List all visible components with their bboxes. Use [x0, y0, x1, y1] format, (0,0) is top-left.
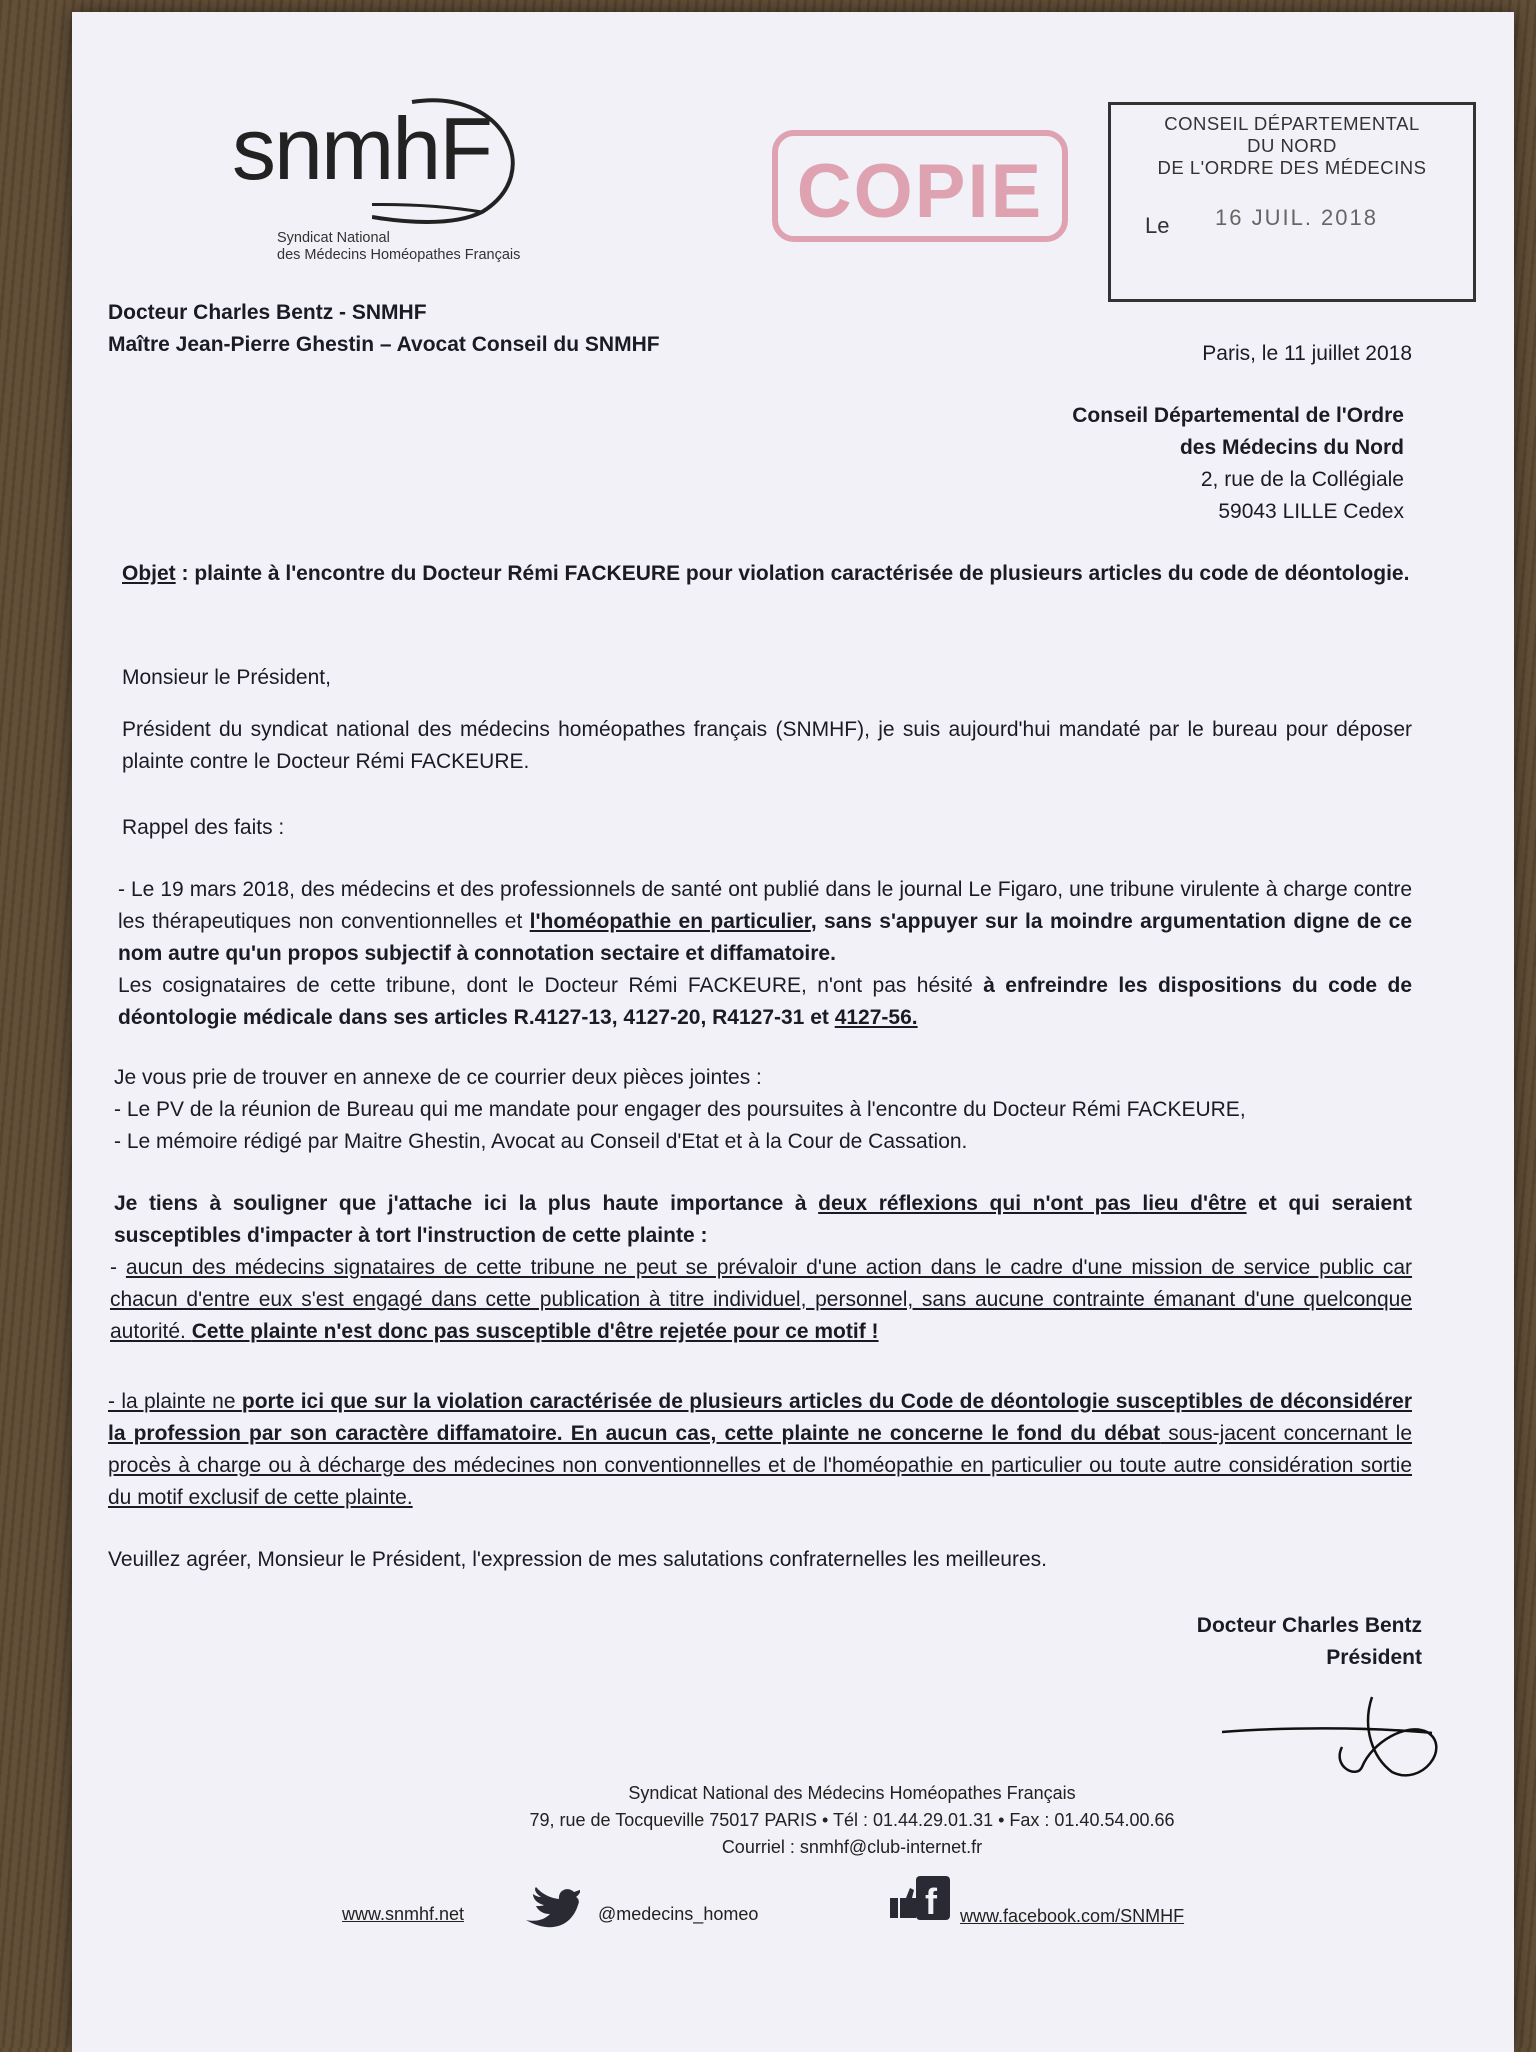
facts-paragraph-1: [118, 874, 1412, 970]
signature-name: Docteur Charles Bentz: [1196, 1614, 1422, 1637]
facebook-like-icon: [888, 1874, 954, 1926]
facebook-link[interactable]: www.facebook.com/SNMHF: [960, 1906, 1185, 1926]
annex-block: [114, 1062, 1414, 1158]
footer-org: Syndicat National des Médecins Homéopathes Français: [628, 1783, 1076, 1803]
received-stamp-line-2: DU NORD: [1247, 135, 1337, 156]
intro-paragraph: Président du syndicat national des médecins homéopathes français (SNMHF), je suis aujourd'hui mandaté par le bureau pour déposer plainte contre le Docteur Rémi FACKEURE.: [122, 718, 1412, 773]
point-1-b: aucun des médecins signataires de cette tribune ne peut se prévaloir d'une action dans le cadre d'une mission de service public car chacun d'entre eux s'est engagé dans cette publication à titre individuel, personnel, sans aucune contrainte émanant d'une quelconque autorité.: [110, 1256, 1413, 1343]
snmhf-logo: snmhF: [232, 99, 491, 198]
footer: [402, 1780, 1302, 1861]
annex-intro: Je vous prie de trouver en annexe de ce courrier deux pièces jointes :: [114, 1066, 762, 1089]
facts-p2-c: 4127-56.: [834, 1006, 918, 1029]
logo-swoosh-icon: [372, 82, 542, 232]
facts-p1-b: l'homéopathie en particulier: [529, 910, 811, 933]
point-2: [108, 1386, 1412, 1514]
logo-subtitle-1: Syndicat National: [277, 230, 390, 246]
points-intro: [114, 1188, 1412, 1252]
recipient-address: [772, 400, 1404, 528]
sender-line-2: Maître Jean-Pierre Ghestin – Avocat Conseil du SNMHF: [108, 333, 660, 356]
letter-page: [72, 12, 1514, 2052]
salutation: Monsieur le Président,: [122, 666, 331, 689]
facts-p2-b: à enfreindre les dispositions du code de déontologie médicale dans ses articles R.4127-13, 4127-20, R4127-31 et: [118, 974, 1412, 1029]
received-stamp: [1108, 102, 1476, 302]
twitter-icon: [522, 1884, 580, 1930]
received-stamp-line-1: CONSEIL DÉPARTEMENTAL: [1164, 113, 1420, 134]
point-1: [110, 1252, 1412, 1348]
facts-p1-a: - Le 19 mars 2018, des médecins et des professionnels de santé ont publié dans le journal Le Figaro, une tribune virulente à charge contre les thérapeutiques non conventionnelles et: [118, 878, 1412, 933]
recipient-line-2: des Médecins du Nord: [1179, 436, 1404, 459]
object-line: [122, 558, 1412, 590]
signature-title: Président: [1326, 1646, 1422, 1669]
point-2-b: porte ici que sur la violation caractérisée de plusieurs articles du Code de déontologie susceptibles de déconsidérer la profession par son caractère diffamatoire. En aucun cas, cette plainte ne concerne le fond du débat: [108, 1390, 1413, 1445]
received-stamp-date-label: Le: [1145, 213, 1170, 238]
facts-title: Rappel des faits :: [122, 816, 285, 839]
point-1-c: Cette plainte n'est donc pas susceptible d'être rejetée pour ce motif !: [191, 1320, 879, 1343]
point-2-a: - la plainte ne: [108, 1390, 242, 1413]
points-intro-b: deux réflexions qui n'ont pas lieu d'être: [818, 1192, 1247, 1215]
facts-p2-a: Les cosignataires de cette tribune, dont le Docteur Rémi FACKEURE, n'ont pas hésité: [118, 974, 984, 997]
point-2-c: sous-jacent concernant le procès à charge ou à décharge des médecines non conventionnelles et de l'homéopathie en particulier ou toute autre considération sortie du motif exclusif de cette plainte.: [108, 1422, 1412, 1509]
sender-line-1: Docteur Charles Bentz - SNMHF: [108, 301, 427, 324]
closing: Veuillez agréer, Monsieur le Président, l'expression de mes salutations confraternelles les meilleures.: [108, 1548, 1047, 1571]
twitter-handle[interactable]: @medecins_homeo: [598, 1904, 759, 1924]
footer-address: 79, rue de Tocqueville 75017 PARIS • Tél : 01.44.29.01.31 • Fax : 01.40.54.00.66: [529, 1810, 1175, 1830]
svg-text:f: f: [925, 1881, 937, 1922]
recipient-line-4: 59043 LILLE Cedex: [1218, 500, 1404, 523]
object-label: Objet: [122, 562, 176, 585]
points-intro-c: et qui seraient susceptibles d'impacter à tort l'instruction de cette plainte :: [114, 1192, 1412, 1247]
signature-block: [872, 1610, 1422, 1674]
object-text: : plainte à l'encontre du Docteur Rémi FACKEURE pour violation caractérisée de plusieurs articles du code de déontologie.: [175, 562, 1410, 585]
logo-subtitle-2: des Médecins Homéopathes Français: [277, 247, 521, 263]
recipient-line-1: Conseil Départemental de l'Ordre: [1072, 404, 1404, 427]
website-link[interactable]: www.snmhf.net: [342, 1904, 465, 1924]
footer-email: Courriel : snmhf@club-internet.fr: [721, 1837, 983, 1857]
points-intro-a: Je tiens à souligner que j'attache ici la plus haute importance à: [114, 1192, 819, 1215]
received-stamp-line-3: DE L'ORDRE DES MÉDECINS: [1157, 157, 1427, 178]
facts-p1-c: , sans s'appuyer sur la moindre argumentation digne de ce nom autre qu'un propos subjectif à connotation sectaire et diffamatoire.: [118, 910, 1412, 965]
copie-stamp: COPIE: [772, 130, 1068, 242]
received-stamp-date: 16 JUIL. 2018: [1215, 205, 1378, 230]
facts-paragraph-2: [118, 970, 1412, 1034]
annex-item-1: - Le PV de la réunion de Bureau qui me mandate pour engager des poursuites à l'encontre du Docteur Rémi FACKEURE,: [114, 1098, 1246, 1121]
place-date: Paris, le 11 juillet 2018: [1202, 342, 1412, 365]
annex-item-2: - Le mémoire rédigé par Maitre Ghestin, Avocat au Conseil d'Etat et à la Cour de Cassation.: [114, 1130, 968, 1153]
point-1-a: -: [110, 1256, 126, 1279]
recipient-line-3: 2, rue de la Collégiale: [1200, 468, 1404, 491]
